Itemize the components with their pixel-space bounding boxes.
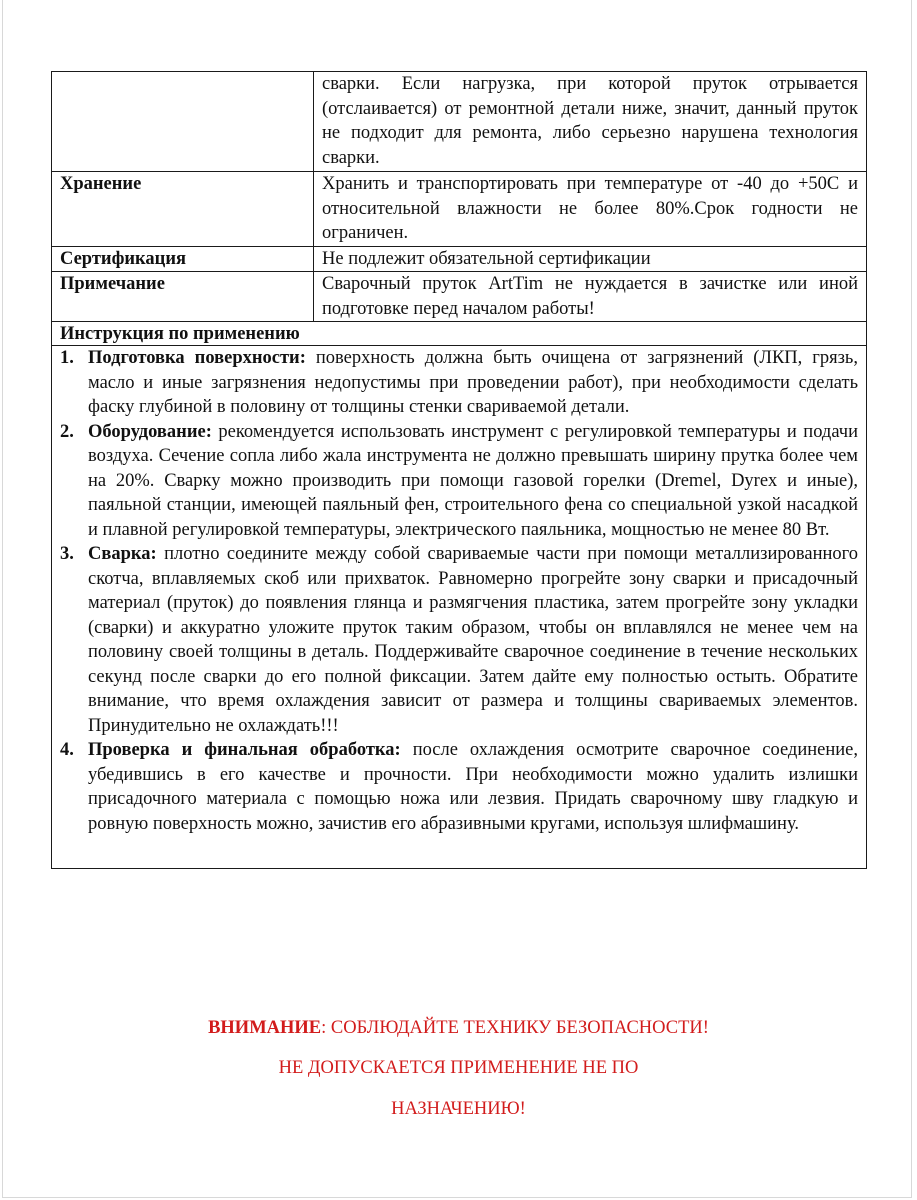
step-text: рекомендуется использовать инструмент с регулировкой температуры и подачи воздуха. Сечение сопла либо жала инструмента не должно превышать ширину прутка более чем на 20%. Сварку можно производить при помощи газовой горелки (Dremel, Dyrex и иные), паяльной станции, имеющей паяльный фен, строительного фена со специальной узкой насадкой и плавной регулировкой температуры, электрического паяльника, мощностью не менее 80 Вт. xyxy=(88,421,858,540)
step-text: поверхность должна быть очищена от загрязнений (ЛКП, грязь, масло и иные загрязнения недопустимы при проведении работ), при необходимости сделать фаску глубиной в половину от толщины стенки свариваемой детали. xyxy=(88,348,858,417)
step-text: плотно соедините между собой свариваемые части при помощи металлизированного скотча, вплавляемых скоб или прихваток. Равномерно прогрейте зону сварки и присадочный материал (пруток) до появления глянца и размягчения пластика, затем прогрейте зону укладки (сварки) и аккуратно уложите пруток таким образом, чтобы он вплавлялся не менее чем на половину своей толщины в деталь. Поддерживайте сварочное соединение в течение нескольких секунд после сварки до его полной фиксации. Затем дайте ему полностью остыть. Обратите внимание, что время охлаждения зависит от размера и толщины свариваемых элементов. Принудительно не охлаждать!!! xyxy=(88,544,858,736)
warning-line-3: НАЗНАЧЕНИЮ! xyxy=(391,1099,526,1119)
instructions-list xyxy=(52,346,866,868)
step-number: 4. xyxy=(60,740,74,760)
warning-line-1 xyxy=(0,1018,917,1039)
list-item xyxy=(60,346,858,420)
step-number: 1. xyxy=(60,348,74,368)
table-row xyxy=(52,172,867,247)
row-value-storage: Хранить и транспортировать при температуре от -40 до +50С и относительной влажности не более 80%.Срок годности не ограничен. xyxy=(314,172,867,247)
row-label xyxy=(52,72,314,172)
row-value-certification: Не подлежит обязательной сертификации xyxy=(314,246,867,272)
row-value-welding-test: сварки. Если нагрузка, при которой пруток отрывается (отслаивается) от ремонтной детали ниже, значит, данный пруток не подходит для ремонта, либо серьезно нарушена технология сварки. xyxy=(314,72,867,172)
spec-table xyxy=(51,71,867,869)
row-value-note: Сварочный пруток ArtTim не нуждается в зачистке или иной подготовке перед началом работы! xyxy=(314,272,867,322)
step-text: после охлаждения осмотрите сварочное соединение, убедившись в его качестве и прочности. При необходимости можно удалить излишки присадочного материала с помощью ножа или лезвия. Придать сварочному шву гладкую и ровную поверхность можно, зачистив его абразивными кругами, используя шлифмашину. xyxy=(88,740,858,834)
table-row xyxy=(52,272,867,322)
table-row xyxy=(52,246,867,272)
row-label-storage: Хранение xyxy=(52,172,314,247)
list-item xyxy=(60,542,858,738)
step-number: 3. xyxy=(60,544,74,564)
list-item xyxy=(60,738,858,836)
step-heading: Сварка: xyxy=(88,544,157,564)
step-heading: Проверка и финальная обработка: xyxy=(88,740,401,760)
table-row xyxy=(52,72,867,172)
warning-line-2: НЕ ДОПУСКАЕТСЯ ПРИМЕНЕНИЕ НЕ ПО xyxy=(278,1058,639,1078)
warning-prefix: ВНИМАНИЕ xyxy=(208,1018,322,1038)
list-item xyxy=(60,420,858,543)
row-label-certification: Сертификация xyxy=(52,246,314,272)
instructions-cell xyxy=(52,322,867,869)
instructions-title: Инструкция по применению xyxy=(52,322,866,346)
step-number: 2. xyxy=(60,421,74,442)
instructions-row xyxy=(52,322,867,869)
warning-line-1-text: : СОБЛЮДАЙТЕ ТЕХНИКУ БЕЗОПАСНОСТИ! xyxy=(321,1018,709,1038)
row-label-note: Примечание xyxy=(52,272,314,322)
step-heading: Оборудование: xyxy=(88,421,212,442)
step-heading: Подготовка поверхности: xyxy=(88,348,306,368)
